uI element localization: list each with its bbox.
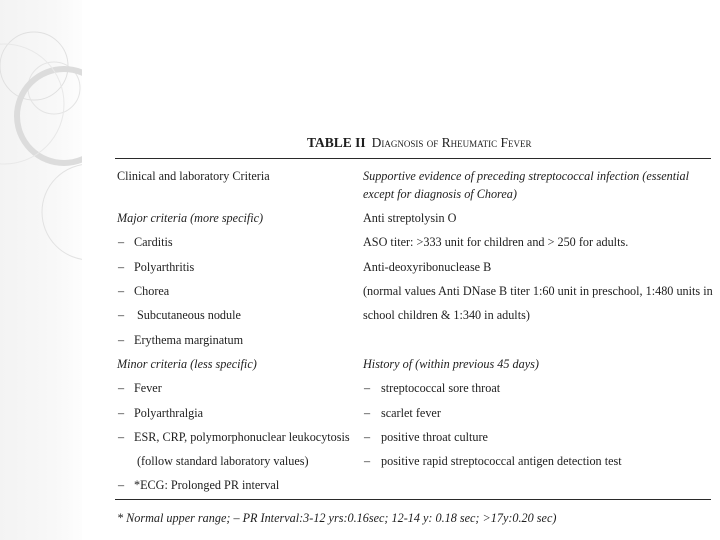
col2-header-line1: Supportive evidence of preceding streptococcal infection (essential [363,169,690,183]
list-dash: – [364,454,371,468]
list-dash: – [118,260,125,274]
minor-criteria-label: Minor criteria (less specific) [117,357,257,371]
major-item-chorea: Chorea [134,284,170,298]
major-item-subcutaneous-nodule: Subcutaneous nodule [137,308,241,322]
decorative-circles [0,0,82,540]
evidence-item: Anti streptolysin O [363,211,457,225]
list-dash: – [364,430,371,444]
table-bottom-rule [115,499,711,500]
evidence-item: school children & 1:340 in adults) [363,308,530,322]
evidence-item: ASO titer: >333 unit for children and > 250 for adults. [363,235,629,249]
list-dash: – [364,381,371,395]
list-dash: – [118,284,125,298]
evidence-item: Anti-deoxyribonuclease B [363,260,492,274]
major-item-erythema-marginatum: Erythema marginatum [134,333,244,347]
minor-item-ecg: *ECG: Prolonged PR interval [134,478,280,492]
minor-item-polyarthralgia: Polyarthralgia [134,406,204,420]
minor-item-esr-crp-note: (follow standard laboratory values) [137,454,309,468]
list-dash: – [118,235,125,249]
table-title [307,135,532,151]
major-criteria-label: Major criteria (more specific) [117,211,264,225]
history-item: positive throat culture [381,430,488,444]
minor-item-esr-crp: ESR, CRP, polymorphonuclear leukocytosis [134,430,350,444]
list-dash: – [364,406,371,420]
list-dash: – [118,308,125,322]
table-footnote: * Normal upper range; – PR Interval:3-12 yrs:0.16sec; 12-14 y: 0.18 sec; >17y:0.20 sec) [117,511,557,525]
major-item-polyarthritis: Polyarthritis [134,260,195,274]
table-number: TABLE II [307,135,366,150]
list-dash: – [118,381,125,395]
list-dash: – [118,478,125,492]
history-item: scarlet fever [381,406,441,420]
col2-header-line2: except for diagnosis of Chorea) [363,187,517,201]
list-dash: – [118,406,125,420]
major-item-carditis: Carditis [134,235,173,249]
list-dash: – [118,430,125,444]
decorative-sidebar [0,0,82,540]
evidence-item: (normal values Anti DNase B titer 1:60 unit in preschool, 1:480 units in [363,284,713,298]
list-dash: – [118,333,125,347]
minor-item-fever: Fever [134,381,162,395]
history-item: positive rapid streptococcal antigen detection test [381,454,622,468]
history-label: History of (within previous 45 days) [363,357,539,371]
col1-header: Clinical and laboratory Criteria [117,169,270,183]
table-top-rule [115,158,711,159]
table-caption: Diagnosis of Rheumatic Fever [371,135,532,150]
history-item: streptococcal sore throat [381,381,501,395]
